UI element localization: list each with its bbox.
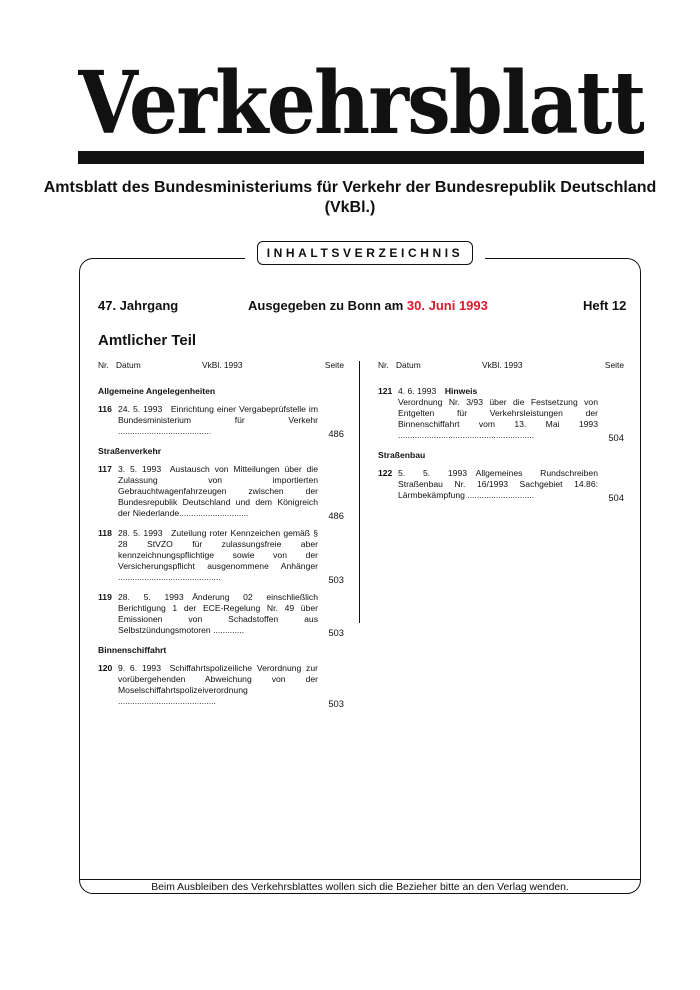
header-nr: Nr. <box>98 360 109 370</box>
entry-date: 28. 5. 1993 <box>118 528 163 538</box>
header-datum: Datum <box>116 360 141 370</box>
entry-page: 486 <box>328 510 344 521</box>
toc-label: INHALTSVERZEICHNIS <box>257 241 473 265</box>
issue-date: 30. Juni 1993 <box>406 298 488 313</box>
entry-page: 503 <box>328 698 344 709</box>
entry-page: 503 <box>328 627 344 638</box>
entry-description: Einrichtung einer Vergabeprüfstelle im Bundesministerium für Verkehr ....................................... <box>118 404 318 436</box>
toc-entry <box>98 528 344 583</box>
entry-text <box>118 592 318 636</box>
entry-number: 120 <box>98 663 113 673</box>
column-header <box>98 360 344 372</box>
toc-entry <box>98 464 344 519</box>
toc-entry <box>98 404 344 437</box>
toc-group-heading: Straßenverkehr <box>98 446 162 456</box>
entry-text <box>118 464 318 519</box>
subtitle-line-1: Amtsblatt des Bundesministeriums für Verkehr der Bundesrepublik Deutschland <box>43 179 657 196</box>
entry-text <box>118 404 318 437</box>
entry-text <box>118 528 318 583</box>
entry-description: Änderung 02 einschließlich Berichtigung 1 der ECE-Regelung Nr. 49 über Emissionen von Schadstoffen aus Selbstzündungsmotoren ............. <box>118 592 318 635</box>
toc-left-column <box>98 360 344 716</box>
entry-number: 117 <box>98 464 112 474</box>
toc-entry <box>378 386 624 441</box>
toc-entry <box>98 592 344 636</box>
entry-page: 503 <box>328 574 344 585</box>
toc-group-heading: Allgemeine Angelegenheiten <box>98 386 216 396</box>
entry-number: 121 <box>378 386 393 396</box>
entry-text <box>398 386 598 441</box>
entry-date: 24. 5. 1993 <box>118 404 163 414</box>
entry-description: Schiffahrtspolizeiliche Verordnung zur vorübergehenden Abweichung von der Moselschiffahrtspolizeiverordnung ......................................... <box>118 663 318 706</box>
entry-date: 9. 6. 1993 <box>118 663 161 673</box>
masthead-title: Verkehrsblatt <box>78 58 644 150</box>
entry-number: 116 <box>98 404 112 414</box>
toc-label-wrap <box>245 241 485 267</box>
toc-group-heading: Straßenbau <box>378 450 426 460</box>
entry-number: 118 <box>98 528 112 538</box>
footer-rule <box>79 879 641 880</box>
issue-ausgegeben-label: Ausgegeben zu Bonn am <box>248 298 404 313</box>
header-vkbl: VkBl. 1993 <box>482 360 523 370</box>
toc-entry <box>378 468 624 501</box>
entry-page: 504 <box>608 492 624 503</box>
entry-description: Verordnung Nr. 3/93 über die Festsetzung von Entgelten für Verkehrsleistungen der Binnenschiffahrt vom 13. Mai 1993 ......................................................... <box>398 397 598 440</box>
header-datum: Datum <box>396 360 421 370</box>
issue-jahrgang: 47. Jahrgang <box>98 298 179 313</box>
entry-text <box>118 663 318 707</box>
column-divider <box>359 361 360 623</box>
entry-number: 119 <box>98 592 112 602</box>
subtitle <box>40 178 660 218</box>
header-nr: Nr. <box>378 360 389 370</box>
entry-date: 5. 5. 1993 <box>398 468 467 478</box>
issue-ausgegeben <box>248 298 488 313</box>
entry-number: 122 <box>378 468 393 478</box>
entry-date: 3. 5. 1993 <box>118 464 162 474</box>
header-seite: Seite <box>604 360 624 370</box>
entry-description: Allgemeines Rundschreiben Straßenbau Nr. 16/1993 Sachgebiet 14.86: Lärmbekämpfung ............................ <box>398 468 598 500</box>
entry-description: Austausch von Mitteilungen über die Zulassung von importierten Gebrauchtwagenfahrzeugen zwischen der Bundesrepublik Deutschland und dem Königreich der Niederlande............................. <box>118 464 318 518</box>
subtitle-line-2: (VkBl.) <box>324 199 376 216</box>
toc-group-heading: Binnenschiffahrt <box>98 645 167 655</box>
entry-page: 486 <box>328 428 344 439</box>
toc-entry <box>98 663 344 707</box>
entry-description: Zuteilung roter Kennzeichen gemäß § 28 StVZO für zulassungsfreie aber kennzeichnungspflichtige sowie von der Versicherungspflicht ausgenommene Anhänger ........................................... <box>118 528 318 582</box>
issue-heft: Heft 12 <box>583 298 627 313</box>
header-vkbl: VkBl. 1993 <box>202 360 243 370</box>
entry-text <box>398 468 598 501</box>
header-seite: Seite <box>324 360 344 370</box>
toc-right-column <box>378 360 624 510</box>
column-header <box>378 360 624 372</box>
entry-date: 28. 5. 1993 <box>118 592 184 602</box>
footer-note: Beim Ausbleiben des Verkehrsblattes wollen sich die Bezieher bitte an den Verlag wenden. <box>151 882 569 893</box>
entry-date: 4. 6. 1993 <box>398 386 437 396</box>
entry-title: Hinweis <box>444 386 478 396</box>
section-title: Amtlicher Teil <box>98 332 197 349</box>
masthead-bar <box>78 151 644 164</box>
entry-page: 504 <box>608 432 624 443</box>
